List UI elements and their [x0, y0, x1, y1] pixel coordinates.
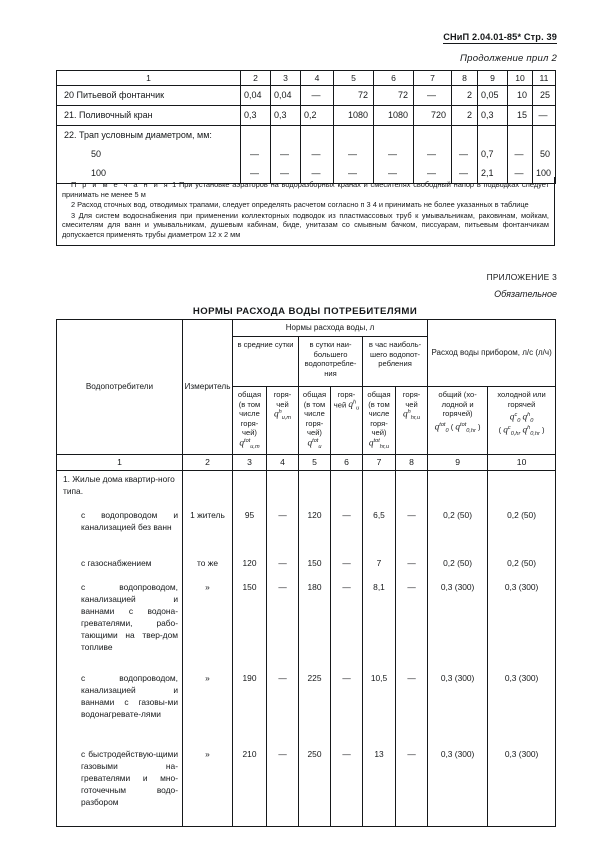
col-num-1: 1 — [57, 455, 183, 471]
formula-symbol-2: q — [522, 412, 528, 423]
row-cell: — — [331, 555, 363, 579]
formula-sup: tot — [439, 421, 446, 428]
table-row — [57, 126, 556, 146]
water-consumption-table — [56, 319, 556, 827]
formula — [348, 399, 360, 412]
table-row — [57, 106, 556, 126]
row-cell: 0,3 (300) — [428, 670, 488, 746]
stub-header: Водопотребители — [57, 320, 183, 455]
leaf-header-total-max-hour — [363, 387, 396, 455]
formula-symbol: q — [348, 400, 353, 411]
formula-symbol: q — [509, 412, 515, 423]
row-cell: — — [396, 507, 428, 555]
row-label: 21. Поливочный кран — [57, 106, 241, 126]
table-row — [57, 145, 556, 164]
row-cell: 0,3 (300) — [488, 746, 556, 827]
row-cell: — — [331, 746, 363, 827]
row-cell: 0,04 — [241, 86, 271, 106]
row-cell: 50 — [533, 145, 556, 164]
row-cell: — — [301, 164, 334, 184]
note-item-2 — [62, 200, 549, 210]
row-cell: 0,04 — [271, 86, 301, 106]
row-cell: — — [414, 164, 452, 184]
appendix-obligatory: Обязательное — [494, 289, 557, 299]
row-cell: 0,3 (300) — [488, 670, 556, 746]
row-cell: — — [334, 145, 374, 164]
leaf-header-device-total — [428, 387, 488, 455]
row-cell: 7 — [363, 555, 396, 579]
appendix-title: НОРМЫ РАСХОДА ВОДЫ ПОТРЕБИТЕЛЯМИ — [192, 306, 418, 317]
row-cell: 720 — [414, 106, 452, 126]
row-cell: — — [331, 670, 363, 746]
leaf-header-text: общая (в том числе горя-чей) — [367, 390, 391, 438]
row-cell: 0,3 — [271, 106, 301, 126]
formula-symbol: q — [402, 409, 408, 420]
row-cell — [331, 471, 363, 508]
row-cell: — — [414, 145, 452, 164]
leaf-header-text: общая (в том числе горя-чей) — [237, 390, 262, 438]
col-num-7: 7 — [363, 455, 396, 471]
group-header-row — [57, 320, 556, 337]
row-cell — [299, 471, 331, 508]
col-num-1: 1 — [57, 71, 241, 86]
row-cell: 0,3 — [241, 106, 271, 126]
row-cell: 2 — [452, 86, 478, 106]
row-cell: — — [452, 164, 478, 184]
row-cell: то же — [183, 555, 233, 579]
table-row — [57, 746, 556, 827]
table-row — [57, 507, 556, 555]
row-label: 100 — [57, 164, 241, 184]
group-header-norms: Нормы расхода воды, л — [233, 320, 428, 337]
row-cell: — — [374, 145, 414, 164]
formula-sup: tot — [244, 437, 251, 444]
row-cell — [508, 126, 533, 146]
formula-sub: hr,u — [379, 443, 390, 450]
formula-sub-4: 0,hr — [530, 431, 540, 438]
row-cell: — — [267, 507, 299, 555]
row-cell: — — [301, 145, 334, 164]
row-cell — [267, 471, 299, 508]
row-cell — [301, 126, 334, 146]
sub-header-max-hour: в час наиболь-шего водопот-ребления — [363, 337, 428, 387]
formula-symbol: q — [239, 438, 245, 449]
row-label: 50 — [57, 145, 241, 164]
row-cell — [452, 126, 478, 146]
row-cell: 0,2 (50) — [488, 507, 556, 555]
row-cell: — — [271, 145, 301, 164]
formula-sup: tot — [312, 437, 319, 444]
row-cell — [241, 126, 271, 146]
continuation-note: Продолжение прил 2 — [460, 53, 557, 64]
formula-symbol-2: q — [455, 422, 461, 433]
formula-secondary: ( $q^c_{0,hr}$ $q^h_{0,hr}$ ) — [498, 425, 545, 438]
row-cell: — — [508, 164, 533, 184]
row-cell: 6,5 — [363, 507, 396, 555]
row-cell: — — [452, 145, 478, 164]
formula — [489, 412, 554, 425]
row-cell — [428, 471, 488, 508]
formula-sub-2: 0 — [530, 418, 534, 425]
row-label: с водопроводом, канализацией и ваннами с газовы-ми водонагревате-лями — [57, 670, 183, 746]
row-label: с быстродействую-щими газовыми на-гревателями и мно-готочечным водо-разбором — [57, 746, 183, 827]
row-cell: 250 — [299, 746, 331, 827]
formula-symbol: q — [368, 438, 374, 449]
row-cell: 2,1 — [478, 164, 508, 184]
row-cell: 0,2 (50) — [488, 555, 556, 579]
formula-symbol-4: q — [522, 425, 528, 436]
col-num-9: 9 — [478, 71, 508, 86]
row-cell: — — [267, 746, 299, 827]
col-num-5: 5 — [299, 455, 331, 471]
formula-sub: u,m — [281, 415, 292, 422]
row-cell: 210 — [233, 746, 267, 827]
col-num-7: 7 — [414, 71, 452, 86]
row-cell — [334, 126, 374, 146]
sub-header-avg-day: в средние сутки — [233, 337, 299, 387]
formula-sub-3: 0,hr — [510, 431, 521, 438]
row-cell: » — [183, 579, 233, 670]
col-num-9: 9 — [428, 455, 488, 471]
formula-sup: h — [407, 409, 411, 416]
formula-sub-2: 0,hr — [466, 427, 476, 434]
row-cell — [271, 126, 301, 146]
row-cell — [414, 126, 452, 146]
row-cell: 25 — [533, 86, 556, 106]
row-cell: 0,3 (300) — [428, 746, 488, 827]
row-label: 1. Жилые дома квартир-ного типа. — [57, 471, 183, 508]
col-num-3: 3 — [271, 71, 301, 86]
table-header-row — [57, 71, 556, 86]
note-text: 1 При установке аэраторов на водоразборных кранах и смесителях свободный напор в подводках следует принимать не менее 5 м — [62, 180, 549, 199]
row-cell: — — [396, 555, 428, 579]
group-header-device: Расход воды прибором, л/с (л/ч) — [428, 320, 556, 387]
formula-sub: 0 — [517, 418, 521, 425]
leaf-header-hot-max-day — [331, 387, 363, 455]
row-cell: — — [331, 507, 363, 555]
row-cell: 180 — [299, 579, 331, 670]
formula-sup-2: h — [527, 412, 531, 419]
formula-sup-3: c — [507, 425, 511, 432]
note-text: 2 Расход сточных вод, отводимых трапами, следует определять расчетом согласно п 3 4 и принимать не более указанных в таблице — [71, 200, 529, 210]
appendix-number: ПРИЛОЖЕНИЕ 3 — [486, 272, 557, 282]
row-cell: 0,2 (50) — [428, 507, 488, 555]
row-cell: 0,3 — [478, 106, 508, 126]
row-label: 20 Питьевой фонтанчик — [57, 86, 241, 106]
formula-sup: h — [352, 399, 357, 406]
leaf-header-total-max-day — [299, 387, 331, 455]
notes-label: П р и м е ч а н и я — [71, 180, 170, 189]
row-cell: 15 — [508, 106, 533, 126]
formula-sub: 0 — [445, 427, 449, 434]
col-num-10: 10 — [508, 71, 533, 86]
formula-sup: h — [278, 409, 282, 416]
row-cell: — — [396, 746, 428, 827]
row-cell: 72 — [374, 86, 414, 106]
row-cell: 1 житель — [183, 507, 233, 555]
formula-symbol-3: q — [503, 425, 508, 436]
col-num-4: 4 — [267, 455, 299, 471]
formula-sub: u,m — [250, 443, 260, 450]
row-cell — [374, 126, 414, 146]
row-cell: 10 — [508, 86, 533, 106]
formula — [300, 438, 329, 451]
note-item-1 — [62, 180, 549, 200]
table-row — [57, 471, 556, 508]
col-num-5: 5 — [334, 71, 374, 86]
col-num-11: 11 — [533, 71, 556, 86]
leaf-header-text: общий (хо-лодной и горячей) — [438, 390, 477, 419]
row-cell: — — [267, 670, 299, 746]
sub-header-max-day: в сутки наи-большего водопотребле-ния — [299, 337, 363, 387]
row-cell: 100 — [533, 164, 556, 184]
row-cell: — — [241, 164, 271, 184]
table-row — [57, 579, 556, 670]
table-notes — [56, 177, 555, 246]
row-cell — [363, 471, 396, 508]
row-cell: 0,7 — [478, 145, 508, 164]
row-cell: 95 — [233, 507, 267, 555]
row-cell — [488, 471, 556, 508]
formula-symbol: q — [273, 409, 279, 420]
row-label: с водопроводом и канализацией без ванн — [57, 507, 183, 555]
row-cell: — — [301, 86, 334, 106]
table-row — [57, 86, 556, 106]
formula-sub: u — [356, 405, 360, 412]
table-row — [57, 555, 556, 579]
col-num-4: 4 — [301, 71, 334, 86]
leaf-header-total-avg-day — [233, 387, 267, 455]
row-cell: 10,5 — [363, 670, 396, 746]
formula-sup: c — [514, 412, 518, 419]
leaf-header-hot-max-hour — [396, 387, 428, 455]
row-cell: 1080 — [374, 106, 414, 126]
row-label: 22. Трап условным диаметром, мм: — [57, 126, 241, 146]
formula-sub: u — [318, 443, 322, 450]
row-cell: » — [183, 746, 233, 827]
row-label: с газоснабжением — [57, 555, 183, 579]
leaf-header-text: горя-чей — [273, 390, 292, 409]
row-cell — [396, 471, 428, 508]
row-cell: 0,3 (300) — [488, 579, 556, 670]
formula-symbol: q — [434, 422, 440, 433]
row-cell: 13 — [363, 746, 396, 827]
row-cell: 0,05 — [478, 86, 508, 106]
row-cell: — — [241, 145, 271, 164]
row-cell: 0,2 — [301, 106, 334, 126]
row-cell: — — [267, 579, 299, 670]
row-cell: — — [374, 164, 414, 184]
row-cell: — — [334, 164, 374, 184]
row-cell: 2 — [452, 106, 478, 126]
formula-symbol: q — [307, 438, 313, 449]
row-cell: 120 — [299, 507, 331, 555]
row-cell: — — [267, 555, 299, 579]
row-cell — [233, 471, 267, 508]
row-cell: 225 — [299, 670, 331, 746]
row-cell: 0,2 (50) — [428, 555, 488, 579]
table-row — [57, 670, 556, 746]
running-head: СНиП 2.04.01-85* Стр. 39 — [443, 32, 557, 42]
row-cell: 190 — [233, 670, 267, 746]
col-num-2: 2 — [183, 455, 233, 471]
row-cell: — — [396, 670, 428, 746]
formula-sup: tot — [373, 437, 380, 444]
row-cell: 72 — [334, 86, 374, 106]
row-cell — [533, 126, 556, 146]
formula — [397, 409, 426, 422]
col-num-8: 8 — [396, 455, 428, 471]
formula — [234, 438, 265, 451]
row-cell — [478, 126, 508, 146]
formula-sub: hr,u — [410, 415, 421, 422]
row-cell: — — [533, 106, 556, 126]
row-label: с водопроводом, канализацией и ваннами с водона-гревателями, рабо-тающими на твер-дом топливе — [57, 579, 183, 670]
meter-header: Измеритель — [183, 320, 233, 455]
row-cell: 150 — [233, 579, 267, 670]
col-num-10: 10 — [488, 455, 556, 471]
formula-sup-2: tot — [460, 421, 467, 428]
row-cell: — — [414, 86, 452, 106]
leaf-header-device-cold-or-hot — [488, 387, 556, 455]
formula-sup-4: h — [527, 425, 531, 432]
formula — [364, 438, 394, 451]
col-num-3: 3 — [233, 455, 267, 471]
row-cell: 1080 — [334, 106, 374, 126]
row-cell: 8,1 — [363, 579, 396, 670]
leaf-header-text: горя-чей — [333, 390, 356, 410]
row-cell: » — [183, 670, 233, 746]
continuation-table — [56, 70, 556, 184]
formula — [268, 409, 297, 422]
col-num-6: 6 — [331, 455, 363, 471]
leaf-header-text: общая (в том числе горя-чей) — [302, 390, 327, 438]
note-item-3 — [62, 211, 549, 241]
row-cell: 150 — [299, 555, 331, 579]
row-cell: 0,3 (300) — [428, 579, 488, 670]
col-num-6: 6 — [374, 71, 414, 86]
leaf-header-hot-avg-day — [267, 387, 299, 455]
row-cell: 120 — [233, 555, 267, 579]
formula: $q^{tot}_0$ ( $q^{tot}_{0,hr}$ ) — [434, 421, 481, 434]
row-cell: — — [331, 579, 363, 670]
row-cell: — — [271, 164, 301, 184]
leaf-header-text: горя-чей — [402, 390, 421, 409]
col-num-8: 8 — [452, 71, 478, 86]
row-cell — [183, 471, 233, 508]
note-text: 3 Для систем водоснабжения при применении коллекторных подводок из пластмассовых труб к умывальникам, раковинам, мойкам, смесителям для ванн и умывальникам, душевым кабинам, биде, унитазам со смывным бачком, писсуарам, питьевым фонтанчикам допускается применять трубы диаметром 12 x 2 мм — [62, 210, 549, 240]
column-number-row — [57, 455, 556, 471]
row-cell: — — [396, 579, 428, 670]
col-num-2: 2 — [241, 71, 271, 86]
row-cell: — — [508, 145, 533, 164]
leaf-header-text: холодной или горячей — [497, 390, 546, 409]
